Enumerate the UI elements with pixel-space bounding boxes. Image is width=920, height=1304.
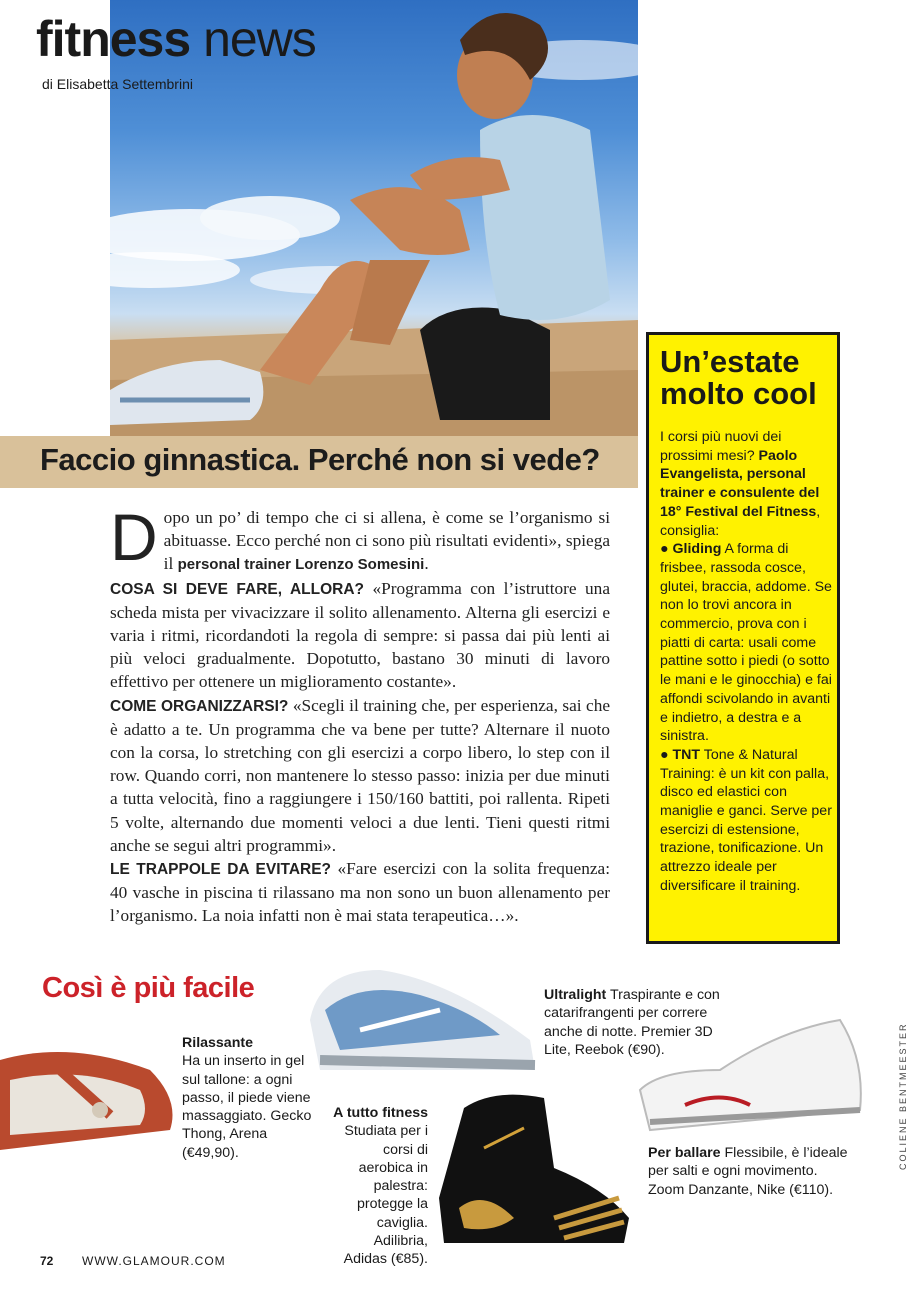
question-1: COSA SI DEVE FARE, ALLORA? (110, 580, 364, 598)
masthead-bold: fitness (36, 11, 191, 67)
product-a-tutto-fitness (332, 1104, 428, 1269)
article-paragraph-2 (110, 694, 610, 857)
trainer-name: personal trainer Lorenzo Somesini (177, 556, 425, 574)
answer-1: «Programma con l’istruttore una scheda mista per vivacizzare il solito allenamento. Alterna gli esercizi e varia i ritmi, ricordandoti la regola di sempre: si passa dai più lenti ai più veloci gradualmente. Dopotutto, bastano 30 minuti di lavoro effettivo per ottenere un miglioramento costante». (110, 578, 610, 692)
bullet-icon: ● (660, 746, 673, 763)
sidebar-item-gliding-text: A forma di frisbee, rassoda cosce, glutei, braccia, addome. Se non lo trovi ancora in commercio, prova con i piatti di carta: usali come pattine sotto i piedi (o sotto le mani e le ginocchia) e fai affondi scivolando in avanti e indietro, a destra e a sinistra. (660, 541, 832, 745)
question-3: LE TRAPPOLE DA EVITARE? (110, 861, 332, 879)
page-number: 72 (40, 1254, 54, 1268)
sidebar-expert: Paolo Evangelista, personal trainer e consulente del 18° Festival del Fitness (660, 447, 820, 520)
drop-cap: D (110, 500, 158, 574)
sandal-image (0, 1040, 180, 1158)
byline: di Elisabetta Settembrini (42, 76, 193, 92)
sidebar-item-gliding-title: Gliding (672, 541, 722, 558)
question-2: COME ORGANIZZARSI? (110, 697, 289, 715)
product-ultralight-desc: Traspirante e con catarifrangenti per correre anche di notte. Premier 3D Lite, Reebok (€90). (544, 987, 720, 1058)
masthead (36, 11, 316, 67)
article-paragraph-intro (110, 500, 610, 577)
masthead-light: news (190, 11, 316, 67)
hightop-shoe-illustration (424, 1088, 632, 1248)
running-shoe-illustration (300, 950, 540, 1090)
product-per-ballare-desc: Flessibile, è l’ideale per salti e ogni movimento. Zoom Danzante, Nike (€110). (648, 1145, 848, 1198)
hightop-shoe-image (424, 1088, 632, 1248)
product-a-tutto-fitness-desc: Studiata per i corsi di aerobica in palestra: protegge la caviglia. Adilibria, Adidas (€85). (343, 1123, 428, 1268)
products-section-title: Così è più facile (42, 972, 255, 1004)
intro-text: opo un po’ di tempo che ci si allena, è come se l’organismo si abituasse. Ecco perché non ci sono più risultati evidenti», spiega il (163, 508, 610, 574)
article-body (110, 500, 611, 928)
sidebar-item-tnt-title: TNT (672, 746, 701, 763)
sidebar-body (660, 428, 836, 896)
dance-sneaker-illustration (630, 1010, 870, 1140)
sandal-illustration (0, 1040, 180, 1158)
product-per-ballare-name: Per ballare (648, 1145, 721, 1161)
bullet-icon: ● (660, 541, 673, 558)
dance-sneaker-image (630, 1010, 870, 1140)
product-rilassante-name: Rilassante (182, 1035, 253, 1051)
photo-credit: COLIENE BENTMEESTER (898, 1022, 908, 1170)
intro-end: . (424, 554, 429, 574)
answer-3: «Fare esercizi con la solita frequenza: 40 vasche in piscina ti rilassano ma non sono un buon allenamento per l’organismo. La noia infatti non è mai stata terapeutica…». (110, 859, 610, 926)
website-link[interactable]: WWW.GLAMOUR.COM (82, 1254, 226, 1268)
product-ultralight-name: Ultralight (544, 987, 607, 1003)
product-rilassante (182, 1034, 314, 1162)
product-a-tutto-fitness-name: A tutto fitness (333, 1105, 428, 1121)
product-rilassante-desc: Ha un inserto in gel sul tallone: a ogni passo, il piede viene massaggiato. Gecko Thong, Arena (€49,90). (182, 1053, 312, 1161)
sidebar-intro: I corsi più nuovi dei prossimi mesi? (660, 429, 782, 464)
sidebar-intro-end: , consiglia: (660, 503, 821, 539)
article-paragraph-1 (110, 577, 610, 694)
sidebar-item-tnt-text: Tone & Natural Training: è un kit con palla, disco ed elastici con maniglie e ganci. Serve per esercizi di estensione, trazione, tonificazione. Un attrezzo ideale per diversificare il training. (660, 746, 832, 894)
product-per-ballare (648, 1144, 848, 1199)
sidebar-title: Un’estate molto cool (660, 344, 817, 411)
article-headline: Faccio ginnastica. Perché non si vede? (40, 442, 600, 477)
article-paragraph-3 (110, 857, 610, 928)
running-shoe-image (300, 950, 540, 1090)
answer-2: «Scegli il training che, per esperienza, sai che è adatto a te. Un programma che va bene per tutte? Alternare il nuoto con la corsa, lo stretching con gli esercizi a corpo libero, lo step con il row. Quando corri, non mantenere lo stesso passo: inizia per due minuti a tutta velocità, fino a raggiungere i 150/160 battiti, poi rallenta. Ripeti 5 volte, alternando due momenti veloci a due lenti. Tieni questi ritmi anche se segui altri programmi». (110, 695, 611, 855)
